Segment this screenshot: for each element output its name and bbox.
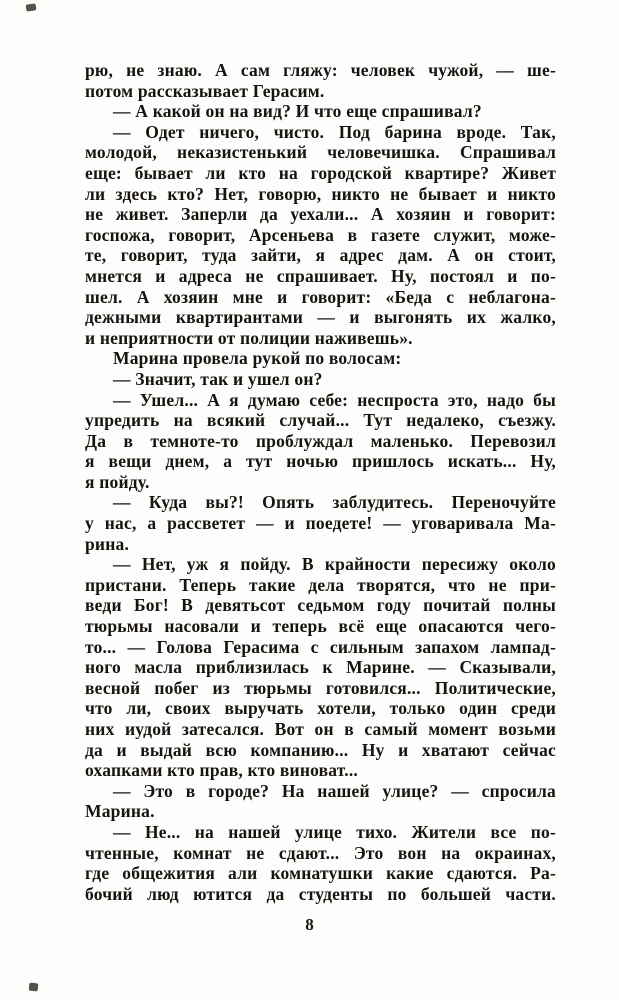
text-line: — Куда вы?! Опять заблудитесь. Переночуйте	[113, 492, 556, 513]
text-block	[85, 60, 556, 904]
text-line: — А какой он на вид? И что еще спрашивал?	[113, 101, 482, 122]
text-line: то... — Голова Герасима с сильным запахом лампад-	[85, 636, 556, 657]
text-line: молодой, неказистенький человечишка. Спрашивал	[85, 142, 556, 163]
text-line: весной побег из тюрьмы готовился... Политические,	[85, 677, 556, 698]
text-line: Да в темноте-то проблуждал маленько. Перевозил	[85, 430, 556, 451]
text-line: тюрьмы насовали и теперь всё еще опасаются чего-	[85, 616, 556, 637]
text-line: — Не... на нашей улице тихо. Жители все по-	[113, 821, 556, 842]
text-line: еще: бывает ли кто на городской квартире? Живет	[85, 162, 556, 183]
text-line: я пойду.	[85, 471, 150, 492]
text-line: у нас, а рассветет — и поедете! — уговаривала Ма-	[85, 513, 556, 534]
text-line: ного масла приблизилась к Марине. — Сказывали,	[85, 657, 556, 678]
scan-artifact-top	[26, 3, 37, 11]
text-line: них иудой затесался. Вот он в самый момент возьми	[85, 719, 556, 739]
text-line: — Ушел... А я думаю себе: неспроста это, надо бы	[113, 389, 556, 410]
page-number: 8	[305, 915, 314, 934]
text-line: мнется и адреса не спрашивает. Ну, постоял и по-	[85, 265, 556, 286]
text-line: где общежития али комнатушки какие сдаются. Ра-	[85, 863, 556, 884]
text-line: шел. А хозяин мне и говорит: «Беда с неблагона-	[85, 286, 556, 307]
text-line: рина.	[85, 533, 130, 554]
text-line: пристани. Теперь такие дела творятся, что не при-	[85, 574, 556, 595]
text-line: веди Бог! В девятьсот седьмом году почитай полны	[85, 595, 556, 616]
text-line: и неприятности от полиции наживешь».	[85, 327, 413, 348]
text-line: чтенные, комнат не сдают... Это вон на окраинах,	[85, 842, 556, 863]
text-line: — Одет ничего, чисто. Под барина вроде. Так,	[113, 121, 556, 142]
text-line: я вещи днем, а тут ночью пришлось искать... Ну,	[85, 451, 556, 472]
scan-artifact-bottom	[29, 983, 39, 992]
text-line: рю, не знаю. А сам гляжу: человек чужой, — ше-	[85, 60, 556, 80]
text-line: не живет. Заперли да уехали... А хозяин и говорит:	[85, 204, 556, 225]
text-line: госпожа, говорит, Арсеньева в газете служит, може-	[85, 224, 556, 245]
text-line: ли здесь кто? Нет, говорю, никто не бывает и никто	[85, 183, 556, 204]
text-line: да и выдай всю компанию... Ну и хватают сейчас	[85, 739, 556, 760]
text-line: дежными квартирантами — и выгонять их жалко,	[85, 307, 556, 328]
text-line: те, говорит, туда зайти, я адрес дам. А он стоит,	[85, 245, 556, 266]
text-line: — Значит, так и ушел он?	[113, 368, 323, 389]
text-line: потом рассказывает Герасим.	[85, 80, 325, 101]
text-line: — Это в городе? На нашей улице? — спросила	[113, 780, 556, 801]
text-line: что ли, своих выручать хотели, только один среди	[85, 698, 556, 719]
text-line: — Нет, уж я пойду. В крайности пересижу около	[113, 554, 556, 575]
text-line: Марина.	[85, 801, 155, 822]
text-line: упредить на всякий случай... Тут недалеко, съезжу.	[85, 410, 556, 431]
text-line: бочий люд ютится да студенты по большей части.	[85, 883, 556, 904]
text-line: охапками кто прав, кто виноват...	[85, 760, 358, 781]
text-line: Марина провела рукой по волосам:	[113, 348, 402, 369]
